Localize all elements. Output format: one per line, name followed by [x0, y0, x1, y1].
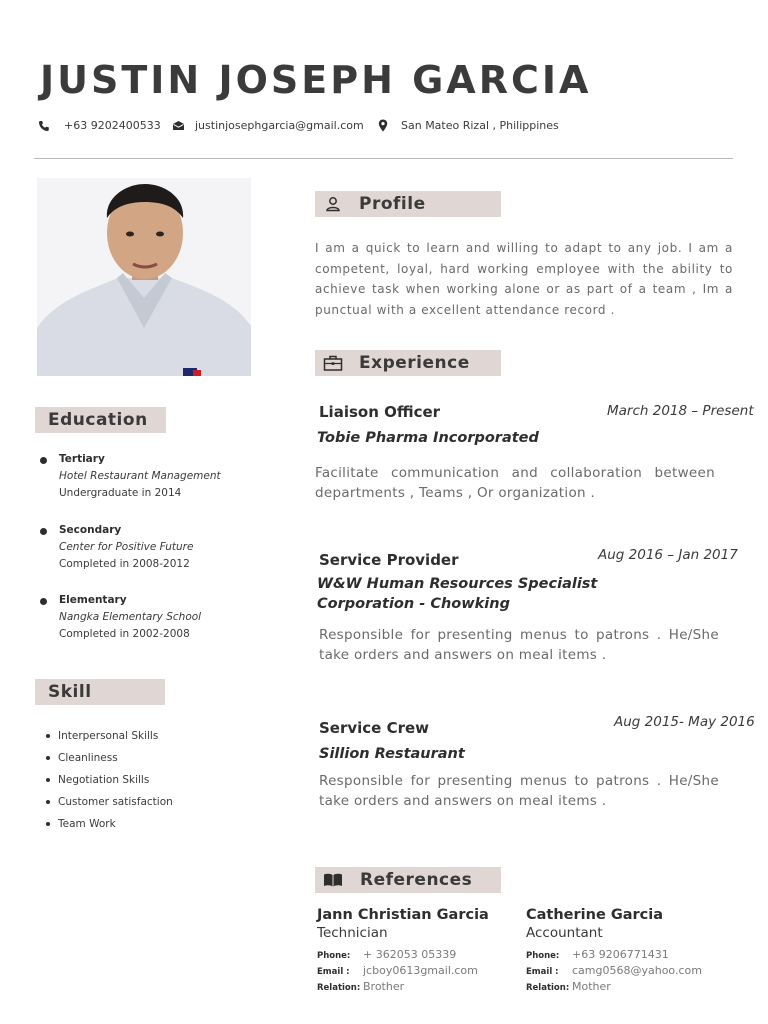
job-company: Sillion Restaurant [319, 746, 465, 762]
skill-list [40, 728, 173, 838]
skill-item: Customer satisfaction [40, 794, 173, 816]
education-detail: Completed in 2008-2012 [59, 558, 190, 570]
education-item [40, 524, 280, 574]
contact-email [172, 119, 364, 132]
bullet-icon [40, 528, 47, 535]
job-description: Facilitate communication and collaboration between departments , Teams , Or organization . [315, 465, 715, 501]
skill-item: Cleanliness [40, 750, 173, 772]
education-detail: Completed in 2002-2008 [59, 628, 190, 640]
skill-item: Team Work [40, 816, 173, 838]
profile-photo [37, 178, 251, 376]
phone-icon [38, 120, 50, 132]
reference-card [317, 907, 517, 995]
job-date: Aug 2015- May 2016 [614, 714, 755, 730]
reference-relation: Relation: Mother [526, 980, 611, 993]
reference-phone: Phone: + 362053 05339 [317, 948, 457, 961]
education-school: Hotel Restaurant Management [59, 470, 221, 482]
location-text: San Mateo Rizal , Philippines [401, 119, 559, 132]
reference-relation: Relation: Brother [317, 980, 405, 993]
email-text: justinjosephgarcia@gmail.com [195, 119, 364, 132]
education-heading [35, 407, 166, 433]
book-icon [323, 872, 343, 888]
skill-heading [35, 679, 165, 705]
education-school: Center for Positive Future [59, 541, 194, 553]
job-title: Service Crew [319, 719, 430, 737]
reference-name: Catherine Garcia [526, 907, 664, 923]
reference-role: Accountant [526, 925, 603, 941]
bullet-icon [40, 598, 47, 605]
job-title: Service Provider [319, 551, 459, 569]
profile-title: Profile [359, 194, 426, 214]
skill-title: Skill [48, 682, 92, 702]
references-heading [315, 867, 501, 893]
education-school: Nangka Elementary School [59, 611, 202, 623]
header-divider [34, 158, 733, 159]
job-date: March 2018 – Present [607, 403, 754, 419]
contact-location [378, 119, 559, 132]
candidate-name: JUSTIN JOSEPH GARCIA [40, 58, 592, 102]
skill-item: Interpersonal Skills [40, 728, 173, 750]
job-company: Tobie Pharma Incorporated [317, 430, 539, 446]
mail-icon [172, 120, 185, 131]
experience-title: Experience [359, 353, 470, 373]
references-title: References [360, 870, 473, 890]
job-title: Liaison Officer [319, 403, 441, 421]
bullet-icon [40, 457, 47, 464]
education-item [40, 453, 280, 503]
reference-phone: Phone: +63 9206771431 [526, 948, 669, 961]
contact-phone [38, 119, 161, 132]
phone-text: +63 9202400533 [64, 119, 161, 132]
reference-name: Jann Christian Garcia [317, 907, 489, 923]
skill-item: Negotiation Skills [40, 772, 173, 794]
job-description: Responsible for presenting menus to patrons . He/She take orders and answers on meal items . [319, 773, 719, 809]
reference-email: Email : jcboy0613gmail.com [317, 964, 478, 977]
experience-heading [315, 350, 501, 376]
location-pin-icon [378, 119, 388, 132]
profile-heading [315, 191, 501, 217]
user-icon [324, 195, 342, 213]
reference-card [526, 907, 736, 995]
briefcase-icon [323, 354, 343, 372]
education-level: Secondary [59, 524, 122, 536]
education-level: Elementary [59, 594, 127, 606]
education-item [40, 594, 280, 644]
profile-text: I am a quick to learn and willing to adapt to any job. I am a competent, loyal, hard working employee with the ability to achieve task when working alone or as part of a team , Im a punctual with a excellent attendance record . [315, 241, 733, 317]
job-description: Responsible for presenting menus to patrons . He/She take orders and answers on meal items . [319, 627, 719, 663]
education-detail: Undergraduate in 2014 [59, 487, 182, 499]
reference-email: Email : camg0568@yahoo.com [526, 964, 702, 977]
job-company: W&W Human Resources Specialist Corporation - Chowking [317, 576, 598, 612]
education-title: Education [48, 410, 148, 430]
reference-role: Technician [317, 925, 388, 941]
education-level: Tertiary [59, 453, 105, 465]
job-date: Aug 2016 – Jan 2017 [598, 547, 738, 563]
